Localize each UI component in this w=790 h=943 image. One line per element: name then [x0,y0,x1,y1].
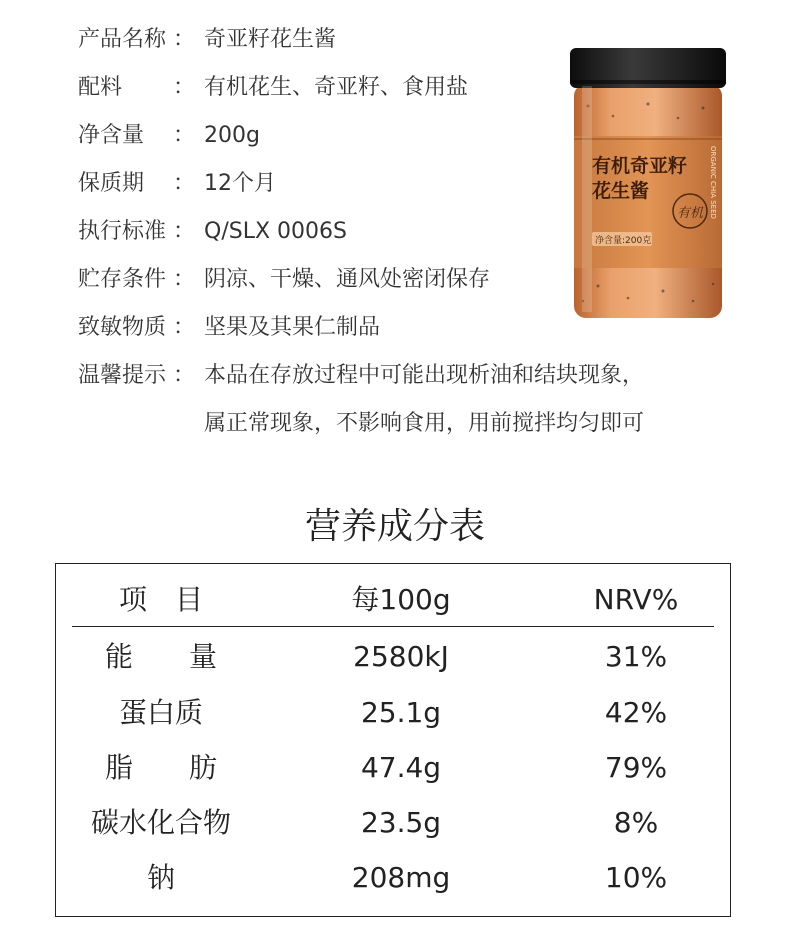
jar-net-weight: 净含量:200克 [595,236,652,246]
info-value: 奇亚籽花生酱 [204,27,337,52]
info-colon: ： [173,219,196,244]
jar-side-text: ORGANIC CHIA SEED [709,146,717,219]
info-value: 属正常现象，不影响食用，用前搅拌均匀即可 [204,411,645,436]
table-row-carbs-nrv: 8% [613,806,659,839]
info-row-net [78,120,260,152]
table-row-energy-nrv: 31% [604,640,668,673]
info-row-tips [78,360,645,392]
info-label: 温馨提示 [78,363,167,388]
info-value: 12个月 [204,171,276,196]
info-colon: ： [173,27,196,52]
table-row-fat-value: 47.4g [360,751,442,784]
table-row-sodium-name: 钠 [146,861,175,894]
jar-title-line1: 有机奇亚籽 [592,155,688,177]
table-row-fat-nrv: 79% [604,751,668,784]
info-label: 净含量 [78,123,145,148]
table-row-protein-name: 蛋白质 [118,696,203,729]
info-row-shelf [78,168,276,200]
table-row-protein-value: 25.1g [360,696,442,729]
table-row-fat-name: 脂 肪 [104,751,217,784]
info-colon: ： [173,171,196,196]
jar-badge: 有机 [677,206,704,221]
table-row-carbs-value: 23.5g [360,806,442,839]
nutrition-title: 营养成分表 [304,506,485,547]
info-row-standard [78,216,347,248]
info-value: Q/SLX 0006S [204,219,347,244]
info-colon: ： [173,363,196,388]
info-label: 产品名称 [78,27,167,52]
info-value: 坚果及其果仁制品 [204,315,381,340]
info-colon: ： [173,315,196,340]
info-row-name [78,24,337,56]
info-colon: ： [173,267,196,292]
table-row-protein-nrv: 42% [604,696,668,729]
info-value: 本品在存放过程中可能出现析油和结块现象， [204,363,645,388]
info-label: 保质期 [78,171,145,196]
info-label: 执行标准 [78,219,167,244]
table-row-sodium-nrv: 10% [604,861,668,894]
header-nrv: NRV% [593,583,679,616]
table-header [56,564,730,626]
product-jar-image [568,46,728,322]
info-value: 阴凉、干燥、通风处密闭保存 [204,267,491,292]
header-per100g: 每100g [351,583,451,616]
info-label: 配料 [78,75,123,100]
info-label: 贮存条件 [78,267,167,292]
header-item: 项 目 [118,583,203,616]
info-colon: ： [173,123,196,148]
nutrition-table [55,563,731,917]
table-row-carbs-name: 碳水化合物 [90,806,231,839]
info-label: 致敏物质 [78,315,167,340]
info-row-allergen [78,312,381,344]
info-row-ingredients [78,72,469,104]
info-value: 200g [204,123,260,148]
jar-title-line2: 花生酱 [592,180,650,202]
info-row-storage [78,264,491,296]
jar-highlight [582,86,592,312]
table-row-sodium-value: 208mg [351,861,451,894]
info-colon: ： [173,75,196,100]
header-divider [72,626,714,627]
table-row-energy-value: 2580kJ [353,640,449,673]
info-value: 有机花生、奇亚籽、食用盐 [204,75,469,100]
table-row-energy-name: 能 量 [104,640,217,673]
